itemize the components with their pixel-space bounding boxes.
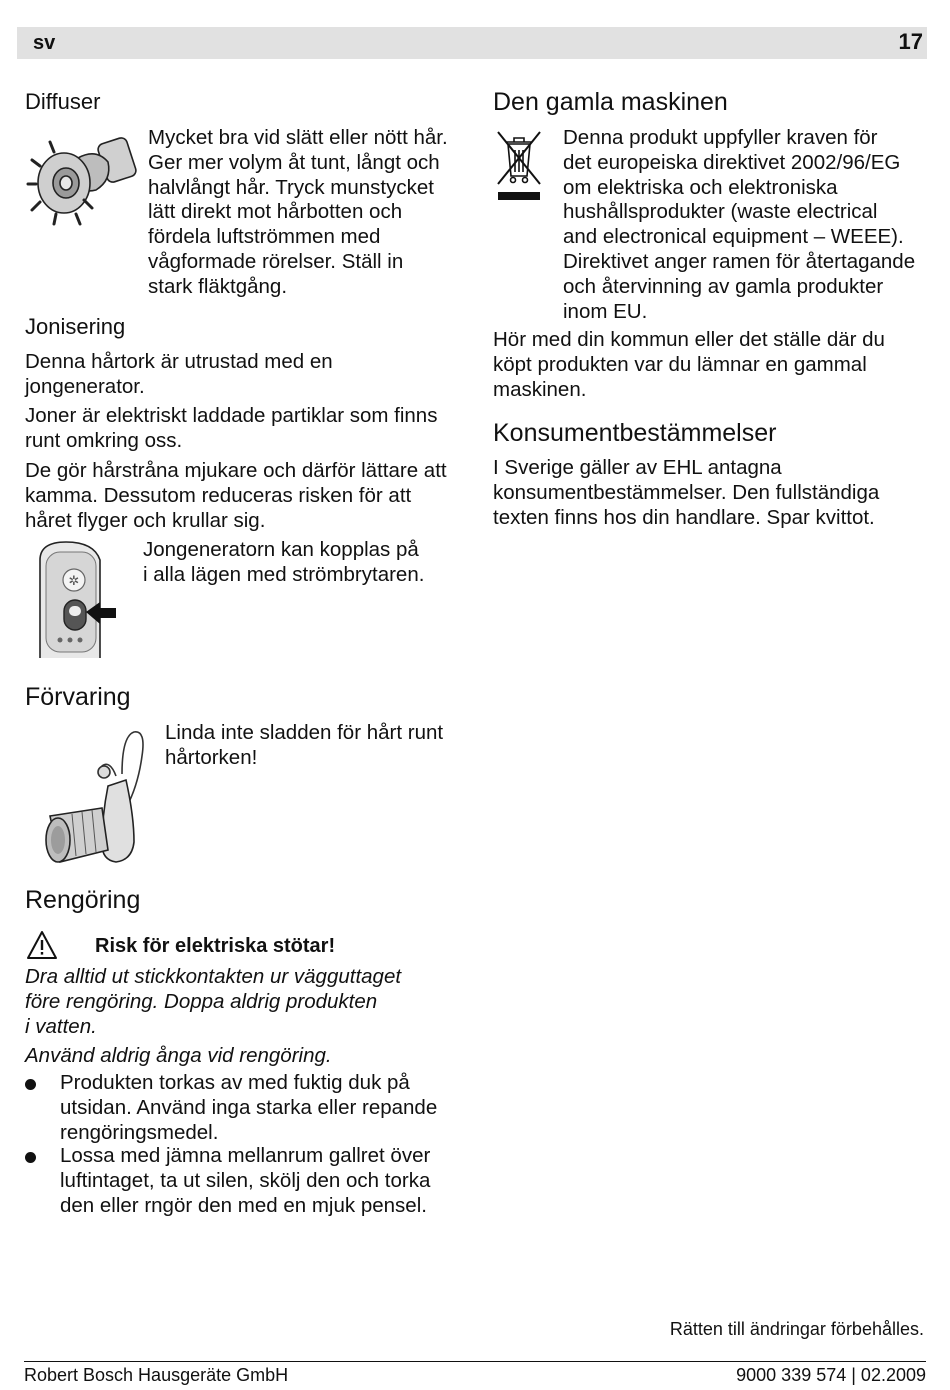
page-header [17,27,927,59]
section-title-jonisering: Jonisering [25,314,126,339]
ion-switch-illustration [36,540,118,658]
jonisering-paragraph-4: Jongeneratorn kan kopplas på i alla lägen med strömbrytaren. [143,538,425,586]
footer-company: Robert Bosch Hausgeräte GmbH [24,1365,289,1385]
section-title-forvaring: Förvaring [25,683,131,711]
storage-illustration [42,716,152,866]
section-title-konsumentbestammelser: Konsumentbestämmelser [493,419,777,447]
footer-divider [24,1361,926,1362]
svg-text:✲: ✲ [68,574,80,589]
maskinen-paragraph-2: Hör med din kommun eller det ställe där du köpt produkten var du lämnar en gammal maskinen. [493,328,885,401]
section-title-diffuser: Diffuser [25,89,101,114]
weee-bin-icon [494,128,544,202]
bullet-icon [25,1152,36,1163]
warning-heading: Risk för elektriska stötar! [95,935,336,957]
footer-document-code: 9000 339 574 | 02.2009 [736,1365,926,1385]
diffuser-text: Mycket bra vid slätt eller nött hår. Ger mer volym åt tunt, långt och halvlångt hår. Tryck munstycket lätt direkt mot hårbotten och fördela luftströmmen med vågformade rörelser. Ställ in stark fläktgång. [148,126,448,298]
section-title-den-gamla-maskinen: Den gamla maskinen [493,88,728,116]
bullet-icon [25,1079,36,1090]
konsument-text: I Sverige gäller av EHL antagna konsumentbestämmelser. Den fullständiga texten finns hos din handlare. Spar kvittot. [493,456,880,529]
language-code: sv [33,32,56,54]
section-title-rengoring: Rengöring [25,886,141,914]
warning-text-steam: Använd aldrig ånga vid rengöring. [25,1044,332,1067]
diffuser-illustration [26,128,138,228]
jonisering-paragraph-2: Joner är elektriskt laddade partiklar som finns runt omkring oss. [25,404,438,452]
change-notice: Rätten till ändringar förbehålles. [669,1319,924,1339]
jonisering-paragraph-1: Denna hårtork är utrustad med en jongenerator. [25,350,333,398]
warning-icon [26,930,58,960]
forvaring-text: Linda inte sladden för hårt runt hårtorken! [165,721,444,769]
page-number: 17 [898,29,923,54]
jonisering-paragraph-3: De gör hårstråna mjukare och därför lättare att kamma. Dessutom reduceras risken för att håret flyger och krullar sig. [25,459,447,532]
list-item: Lossa med jämna mellanrum gallret över luftintaget, ta ut silen, skölj den och torka den eller rngör den med en mjuk pensel. [60,1144,430,1218]
maskinen-paragraph-1: Denna produkt uppfyller kraven för det europeiska direktivet 2002/96/EG om elektriska och elektroniska hushållsprodukter (waste electrical and electronical equipment – WEEE). Direktivet anger ramen för återtagande och återvinning av gamla produkter inom EU. [563,126,916,323]
warning-text: Dra alltid ut stickkontakten ur vägguttaget före rengöring. Doppa aldrig produkten i vatten. [25,965,402,1038]
list-item: Produkten torkas av med fuktig duk på utsidan. Använd inga starka eller repande rengöringsmedel. [60,1071,437,1145]
